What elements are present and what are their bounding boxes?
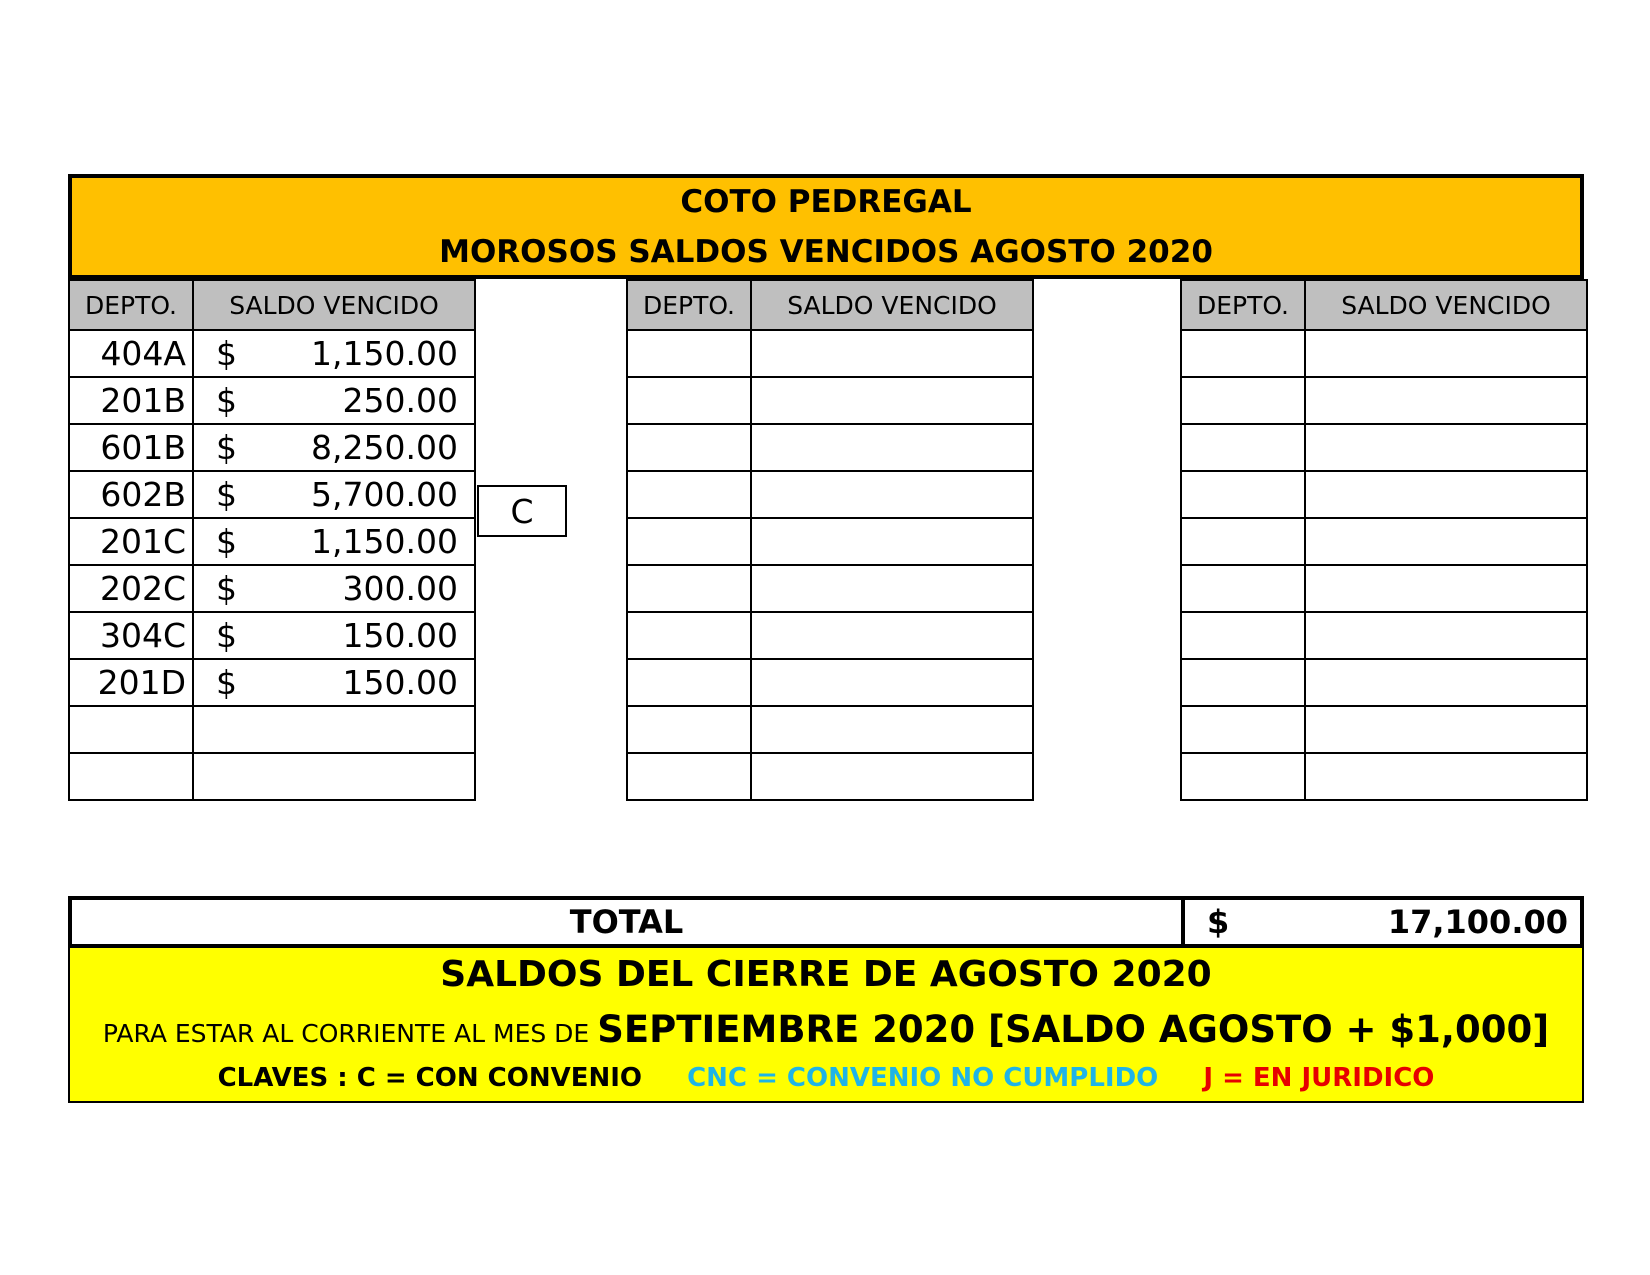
table-row [69, 330, 475, 377]
amount-value: 150.00 [342, 616, 458, 655]
amount-value: 1,150.00 [311, 522, 458, 561]
empty-cell [627, 471, 751, 518]
summary-instruction [70, 1002, 1582, 1058]
dept-column-header: DEPTO. [69, 280, 193, 330]
empty-cell [627, 330, 751, 377]
empty-cell [1181, 612, 1305, 659]
dept-cell: 602B [69, 471, 193, 518]
summary-title: SALDOS DEL CIERRE DE AGOSTO 2020 [440, 954, 1212, 995]
empty-cell [627, 706, 751, 753]
key-agreement-not-met: CNC = CONVENIO NO CUMPLIDO [687, 1063, 1159, 1093]
empty-row [627, 377, 1033, 424]
balance-column-header: SALDO VENCIDO [193, 280, 475, 330]
dept-cell: 404A [69, 330, 193, 377]
currency-symbol: $ [216, 334, 237, 373]
empty-row [1181, 565, 1587, 612]
empty-row [1181, 424, 1587, 471]
empty-cell [751, 471, 1033, 518]
empty-row [1181, 659, 1587, 706]
summary-prefix: PARA ESTAR AL CORRIENTE AL MES DE [102, 1019, 598, 1048]
table-row [69, 424, 475, 471]
empty-row [627, 659, 1033, 706]
empty-row [627, 565, 1033, 612]
balance-cell [193, 659, 475, 706]
empty-cell [1305, 518, 1587, 565]
dept-column-header: DEPTO. [627, 280, 751, 330]
balance-cell [193, 377, 475, 424]
empty-row [69, 753, 475, 800]
dept-cell: 201C [69, 518, 193, 565]
summary-emphasis: SEPTIEMBRE 2020 [SALDO AGOSTO + $1,000] [597, 1008, 1550, 1051]
empty-cell [627, 659, 751, 706]
empty-cell [751, 518, 1033, 565]
currency-symbol: $ [216, 616, 237, 655]
empty-cell [751, 659, 1033, 706]
amount-value: 1,150.00 [311, 334, 458, 373]
table-row [69, 518, 475, 565]
empty-cell [1305, 753, 1587, 800]
empty-cell [1305, 659, 1587, 706]
empty-cell [627, 518, 751, 565]
total-value-cell [1185, 900, 1580, 944]
empty-row [69, 706, 475, 753]
empty-row [1181, 706, 1587, 753]
empty-cell [1181, 471, 1305, 518]
balance-column-header: SALDO VENCIDO [1305, 280, 1587, 330]
empty-cell [1181, 565, 1305, 612]
currency-symbol: $ [216, 428, 237, 467]
empty-row [627, 753, 1033, 800]
total-label: TOTAL [72, 900, 1185, 944]
balance-cell [193, 424, 475, 471]
key-agreement: CLAVES : C = CON CONVENIO [217, 1063, 643, 1093]
empty-cell [1305, 612, 1587, 659]
balance-cell [193, 518, 475, 565]
table-row [69, 565, 475, 612]
amount-value: 300.00 [342, 569, 458, 608]
empty-row [627, 706, 1033, 753]
empty-cell [1305, 565, 1587, 612]
empty-row [627, 612, 1033, 659]
currency-symbol: $ [216, 522, 237, 561]
report-title: COTO PEDREGAL [680, 183, 972, 220]
empty-row [1181, 612, 1587, 659]
empty-row [627, 518, 1033, 565]
empty-cell [751, 424, 1033, 471]
empty-cell [751, 565, 1033, 612]
currency-symbol: $ [216, 663, 237, 702]
balance-cell [193, 330, 475, 377]
empty-cell [627, 565, 751, 612]
balances-table-2 [626, 279, 1034, 801]
table-row [69, 612, 475, 659]
empty-cell [69, 753, 193, 800]
amount-value: 8,250.00 [311, 428, 458, 467]
report-subtitle: MOROSOS SALDOS VENCIDOS AGOSTO 2020 [439, 233, 1213, 270]
empty-cell [627, 612, 751, 659]
empty-cell [627, 753, 751, 800]
empty-cell [751, 706, 1033, 753]
empty-cell [627, 424, 751, 471]
balance-cell [193, 565, 475, 612]
agreement-key-cell: C [477, 485, 567, 537]
empty-cell [1181, 330, 1305, 377]
table-row [69, 377, 475, 424]
key-legal: J = EN JURIDICO [1203, 1063, 1435, 1093]
balances-table-1 [68, 279, 476, 801]
empty-cell [193, 706, 475, 753]
empty-cell [627, 377, 751, 424]
empty-row [1181, 471, 1587, 518]
balance-column-header: SALDO VENCIDO [751, 280, 1033, 330]
empty-cell [1181, 753, 1305, 800]
empty-row [627, 424, 1033, 471]
amount-value: 250.00 [342, 381, 458, 420]
empty-row [627, 471, 1033, 518]
empty-row [1181, 377, 1587, 424]
keys-legend [70, 1058, 1582, 1098]
empty-cell [751, 377, 1033, 424]
summary-box [68, 948, 1584, 1103]
dept-column-header: DEPTO. [1181, 280, 1305, 330]
total-row [68, 896, 1584, 948]
empty-cell [1181, 424, 1305, 471]
amount-value: 150.00 [342, 663, 458, 702]
empty-cell [1305, 330, 1587, 377]
empty-cell [1181, 659, 1305, 706]
balances-table-3 [1180, 279, 1588, 801]
total-amount: 17,100.00 [1387, 903, 1568, 941]
balance-cell [193, 471, 475, 518]
table-header-row [69, 280, 475, 330]
report-title-box [68, 174, 1584, 279]
empty-cell [193, 753, 475, 800]
dept-cell: 201D [69, 659, 193, 706]
empty-cell [1305, 471, 1587, 518]
empty-row [1181, 753, 1587, 800]
balance-cell [193, 612, 475, 659]
empty-cell [1181, 377, 1305, 424]
dept-cell: 601B [69, 424, 193, 471]
empty-row [1181, 518, 1587, 565]
table-header-row [1181, 280, 1587, 330]
currency-symbol: $ [216, 381, 237, 420]
amount-value: 5,700.00 [311, 475, 458, 514]
empty-cell [751, 330, 1033, 377]
dept-cell: 202C [69, 565, 193, 612]
empty-cell [751, 753, 1033, 800]
currency-symbol: $ [1207, 903, 1230, 941]
empty-cell [751, 612, 1033, 659]
table-header-row [627, 280, 1033, 330]
empty-row [1181, 330, 1587, 377]
empty-cell [1305, 424, 1587, 471]
table-row [69, 471, 475, 518]
empty-row [627, 330, 1033, 377]
empty-cell [1181, 706, 1305, 753]
empty-cell [69, 706, 193, 753]
currency-symbol: $ [216, 569, 237, 608]
dept-cell: 201B [69, 377, 193, 424]
empty-cell [1181, 518, 1305, 565]
table-row [69, 659, 475, 706]
empty-cell [1305, 377, 1587, 424]
dept-cell: 304C [69, 612, 193, 659]
empty-cell [1305, 706, 1587, 753]
currency-symbol: $ [216, 475, 237, 514]
